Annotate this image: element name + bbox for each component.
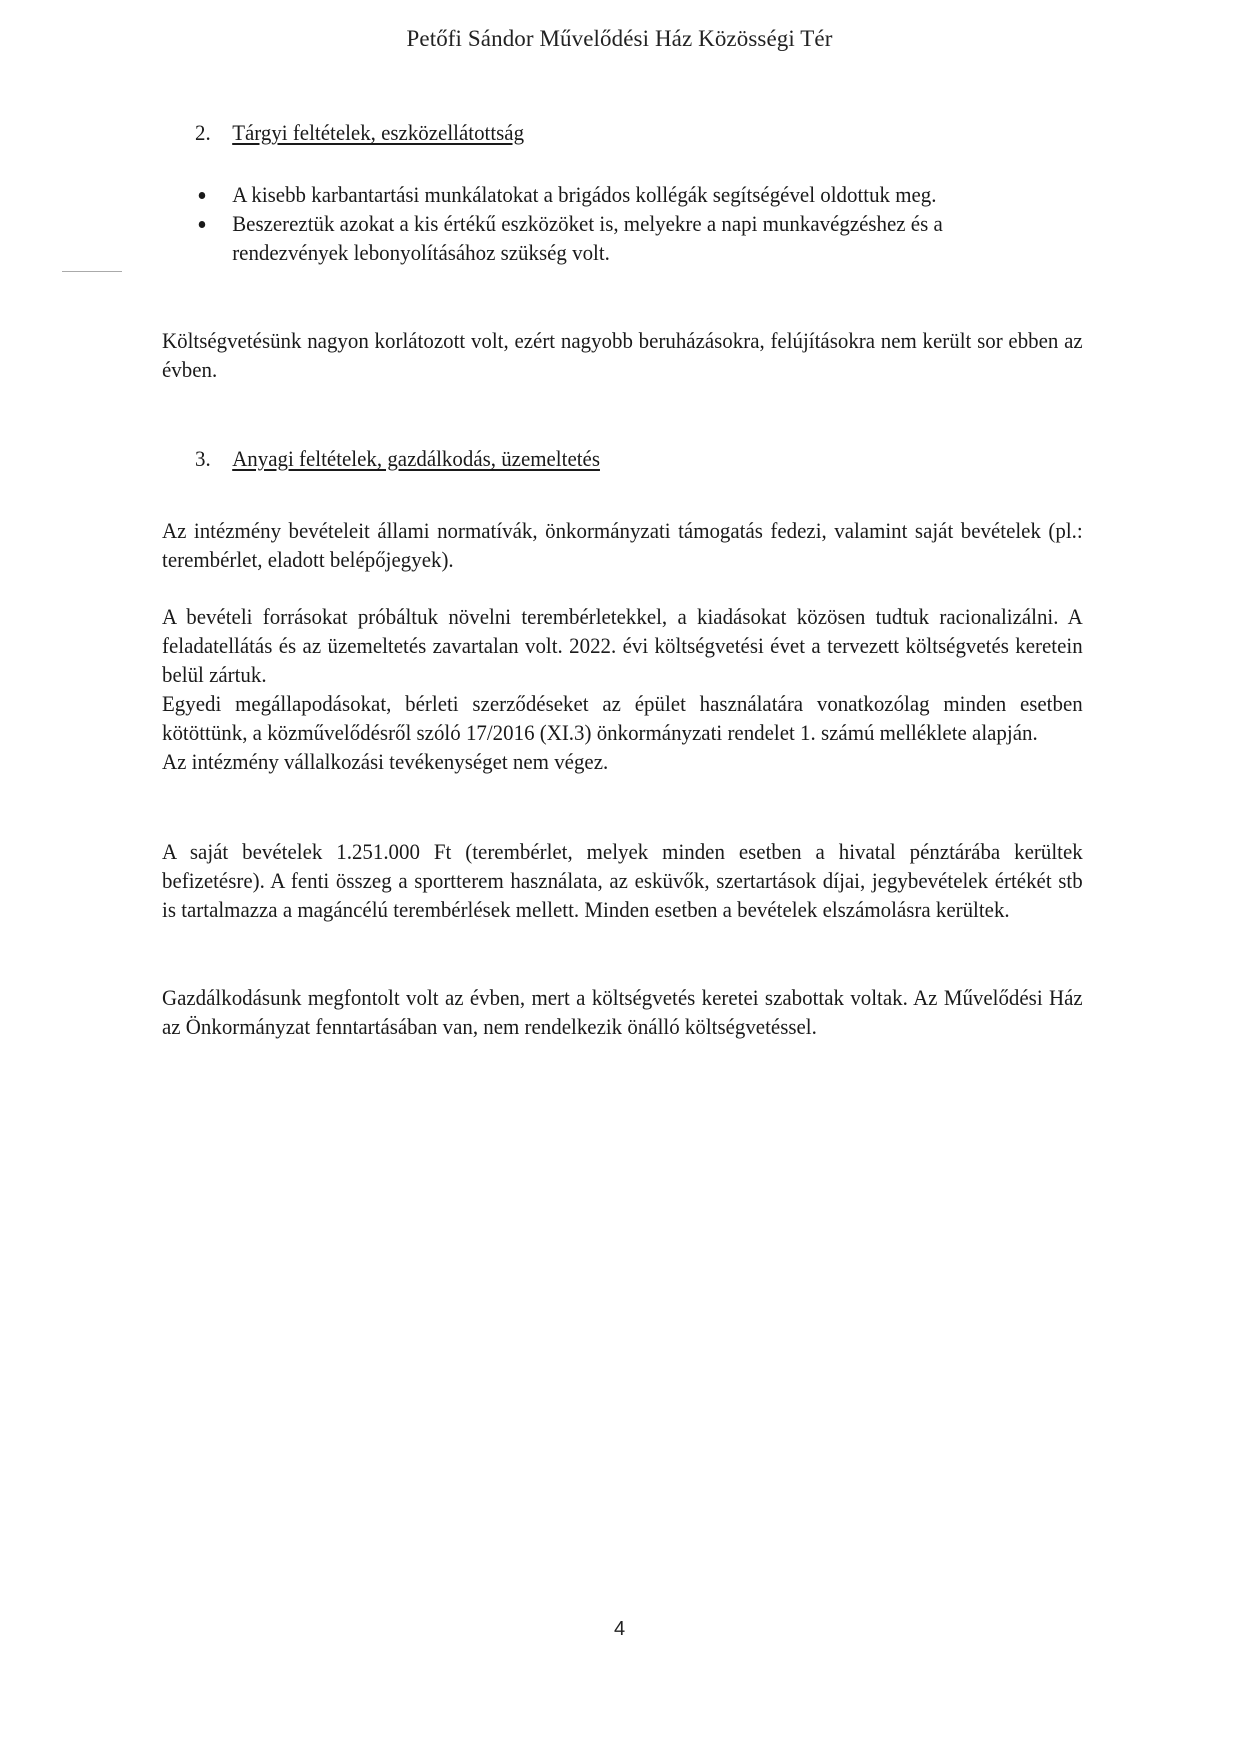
scan-artifact xyxy=(62,271,122,272)
paragraph: A saját bevételek 1.251.000 Ft (terembérlet, melyek minden esetben a hivatal pénztárába kerültek befizetésre). A fenti összeg a sportterem használata, az esküvők, szertartások díjai, jegybevételek értékét stb is tartalmazza a magáncélú terembérlések mellett. Minden esetben a bevételek elszámolásra kerültek. xyxy=(162,839,1083,922)
section-title: Tárgyi feltételek, eszközellátottság xyxy=(232,120,525,145)
paragraph-budget xyxy=(162,326,1083,384)
section-title: Anyagi feltételek, gazdálkodás, üzemeltetés xyxy=(232,446,600,471)
paragraph: Egyedi megállapodásokat, bérleti szerződéseket az épület használatára vonatkozólag minden esetben kötöttünk, a közművelődésről szóló 17/2016 (XI.3) önkormányzati rendelet 1. számú melléklete alapján. xyxy=(162,691,1083,745)
bullet-icon xyxy=(199,192,206,199)
paragraph: A bevételi forrásokat próbáltuk növelni terembérletekkel, a kiadásokat közösen tudtuk racionalizálni. A feladatellátás és az üzemeltetés zavartalan volt. 2022. évi költségvetési évet a tervezett költségvetés keretein belül zártuk. xyxy=(162,604,1083,687)
paragraph-management xyxy=(162,983,1083,1041)
list-item xyxy=(195,180,1046,209)
paragraph: Az intézmény bevételeit állami normatívák, önkormányzati támogatás fedezi, valamint saját bevételek (pl.: terembérlet, eladott belépőjegyek). xyxy=(162,518,1083,572)
list-item-text: A kisebb karbantartási munkálatokat a brigádos kollégák segítségével oldottuk meg. xyxy=(232,182,937,207)
list-item-text: Beszereztük azokat a kis értékű eszközöket is, melyekre a napi munkavégzéshez és a rendezvények lebonyolításához szükség volt. xyxy=(232,211,943,265)
list-item xyxy=(195,209,1046,267)
paragraph-own-income xyxy=(162,837,1083,924)
bullet-list xyxy=(195,180,1046,267)
section-number: 2. xyxy=(195,120,211,145)
section-heading-3 xyxy=(195,446,600,472)
section-heading-2 xyxy=(195,120,524,146)
paragraph: Gazdálkodásunk megfontolt volt az évben, mert a költségvetés keretei szabottak voltak. Az Művelődési Ház az Önkormányzat fenntartásában van, nem rendelkezik önálló költségvetéssel. xyxy=(162,985,1083,1039)
bullet-icon xyxy=(199,221,206,228)
paragraph-income-sources xyxy=(162,516,1083,574)
page-header: Petőfi Sándor Művelődési Ház Közösségi Tér xyxy=(406,26,833,51)
paragraph-operations xyxy=(162,602,1083,776)
paragraph: Az intézmény vállalkozási tevékenységet nem végez. xyxy=(162,749,609,774)
page-number: 4 xyxy=(613,1618,626,1640)
section-number: 3. xyxy=(195,446,211,471)
paragraph: Költségvetésünk nagyon korlátozott volt, ezért nagyobb beruházásokra, felújításokra nem került sor ebben az évben. xyxy=(162,328,1083,382)
